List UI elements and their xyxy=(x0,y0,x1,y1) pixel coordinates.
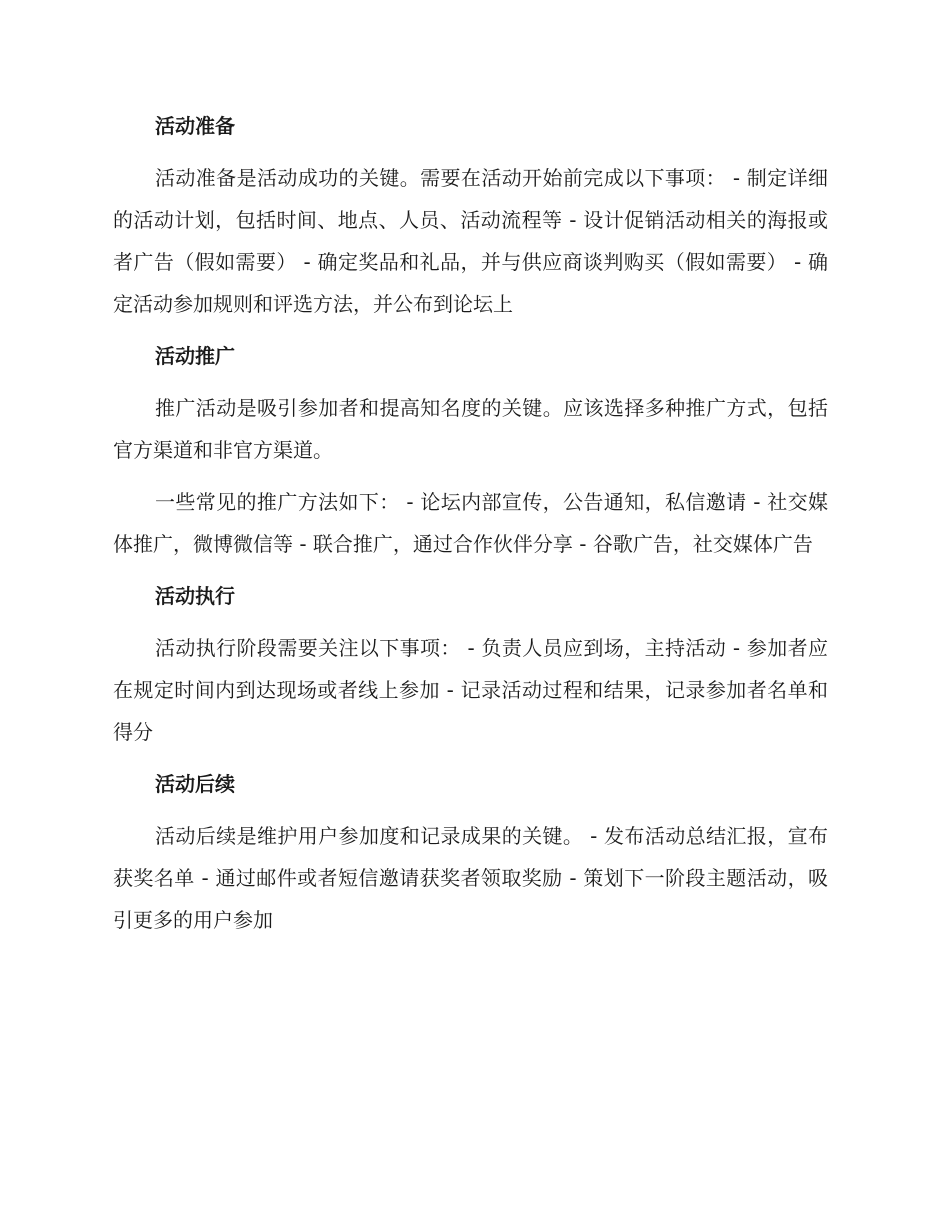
section-activity-execution xyxy=(113,575,828,753)
section-heading: 活动后续 xyxy=(155,772,235,796)
section-paragraph: 活动执行阶段需要关注以下事项： - 负责人员应到场，主持活动 - 参加者应在规定时间内到达现场或者线上参加 - 记录活动过程和结果，记录参加者名单和得分 xyxy=(113,636,828,744)
section-paragraph: 活动准备是活动成功的关键。需要在活动开始前完成以下事项： - 制定详细的活动计划，包括时间、地点、人员、活动流程等 - 设计促销活动相关的海报或者广告（假如需要） - 确定奖品和礼品，并与供应商谈判购买（假如需要） - 确定活动参加规则和评选方法，并公布到论坛上 xyxy=(113,166,828,316)
section-paragraph: 一些常见的推广方法如下： - 论坛内部宣传，公告通知，私信邀请 - 社交媒体推广，微博微信等 - 联合推广，通过合作伙伴分享 - 谷歌广告，社交媒体广告 xyxy=(113,490,828,556)
section-activity-promotion xyxy=(113,335,828,565)
document-body xyxy=(113,105,828,951)
section-heading: 活动执行 xyxy=(155,584,235,608)
section-paragraph: 推广活动是吸引参加者和提高知名度的关键。应该选择多种推广方式，包括官方渠道和非官方渠道。 xyxy=(113,396,828,462)
section-heading: 活动推广 xyxy=(155,344,235,368)
section-activity-followup xyxy=(113,763,828,941)
section-activity-preparation xyxy=(113,105,828,325)
section-paragraph: 活动后续是维护用户参加度和记录成果的关键。 - 发布活动总结汇报，宣布获奖名单 - 通过邮件或者短信邀请获奖者领取奖励 - 策划下一阶段主题活动，吸引更多的用户参加 xyxy=(113,824,828,932)
section-heading: 活动准备 xyxy=(155,114,235,138)
